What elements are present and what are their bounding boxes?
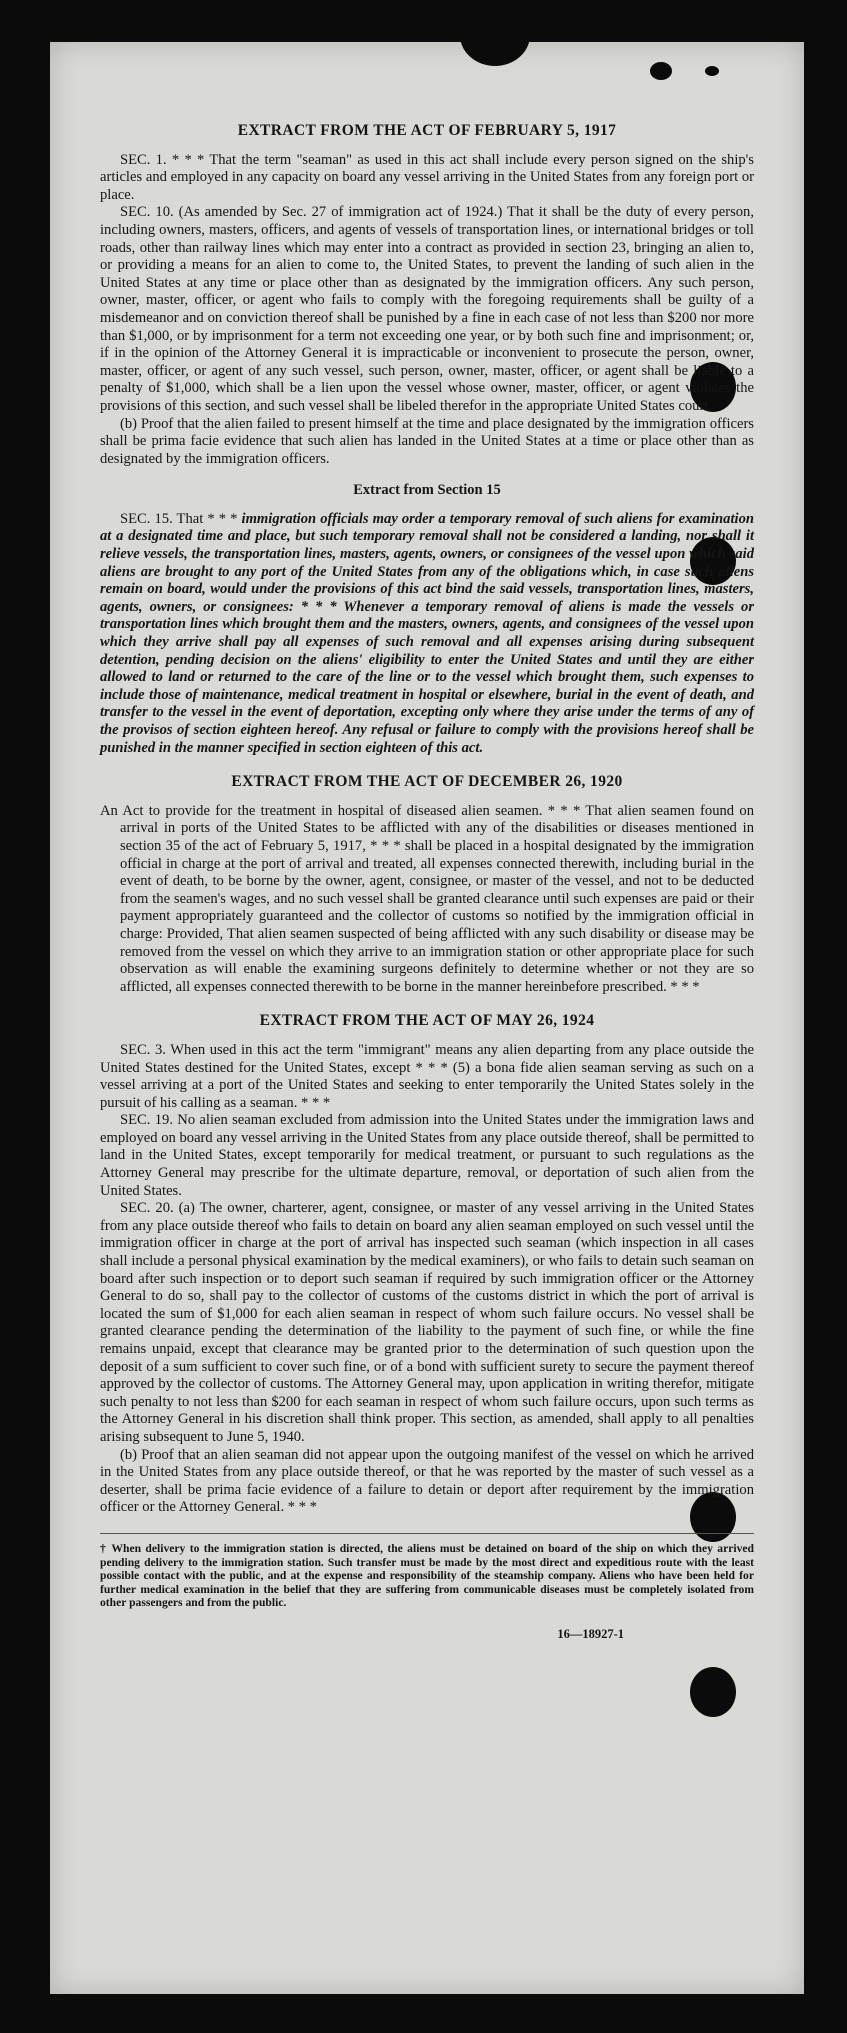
heading-act-1917: EXTRACT FROM THE ACT OF FEBRUARY 5, 1917 bbox=[237, 122, 617, 139]
sec-20a-paragraph: SEC. 20. (a) The owner, charterer, agent, consignee, or master of any vessel arriving in the United States from any place outside thereof who fails to detain on board any alien seaman employed on such vessel until the immigration officer in charge at the port of arrival has inspected such seaman (which inspection in all cases shall include a personal physical examination by the medical examiners), or who fails to detain such seaman on board after such inspection or to deport such seaman if required by such immigration officer or the Attorney General to do so, shall pay to the collector of customs of the customs district in which the port of arrival is located the sum of $1,000 for each alien seaman in respect of whom such failure occurs. No vessel shall be granted clearance pending the determination of the liability to the payment of such fine, or while the fine remains unpaid, except that clearance may be granted prior to the determination of such question upon the deposit of a sum sufficient to cover such fine, or of a bond with sufficient surety to secure the payment thereof approved by the collector of customs. The Attorney General may, upon application in writing therefor, mitigate such penalty to not less than $200 for each seaman in respect of whom such failure occurs, upon such terms as the Attorney General in his discretion shall think proper. This section, as amended, shall apply to all penalties arising subsequent to June 5, 1940. bbox=[100, 1200, 754, 1445]
heading-act-1920: EXTRACT FROM THE ACT OF DECEMBER 26, 1920 bbox=[231, 773, 623, 791]
sec-10-paragraph: SEC. 10. (As amended by Sec. 27 of immigration act of 1924.) That it shall be the duty of every person, including owners, masters, officers, and agents of vessels of transportation lines, or international bridges or toll roads, other than railway lines which may enter into a contract as provided in section 23, bringing an alien to, or providing a means for an alien to come to, the United States, to prevent the landing of such alien in the United States at any time or place other than as designated by the immigration officers. Any such person, owner, master, officer, or agent who fails to comply with the foregoing requirements shall be guilty of a misdemeanor and on conviction thereof shall be punished by a fine in each case of not less than $200 nor more than $1,000, or by imprisonment for a term not exceeding one year, or by both such fine and imprisonment; or, if in the opinion of the Attorney General it is impracticable or inconvenient to prosecute the person, owner, master, officer, or agent of any such vessel, such person, owner, master, officer, or agent shall be liable to a penalty of $1,000, which shall be a lien upon the vessel whose owner, master, officer, or agent violates the provisions of this section, and such vessel shall be libeled therefor in the appropriate United States court. bbox=[100, 204, 754, 414]
sec-15-lead: SEC. 15. That * * * bbox=[120, 510, 238, 527]
act-1920-paragraph: An Act to provide for the treatment in hospital of diseased alien seamen. * * * That alien seamen found on arrival in ports of the United States to be afflicted with any of the disabilities or diseases mentioned in section 35 of the act of February 5, 1917, * * * shall be placed in a hospital designated by the immigration official in charge at the port of arrival and treated, all expenses connected therewith, including burial in the event of death, to be borne by the owner, agent, consignee, or master of the vessel, and not to be deducted from the seamen's wages, and no such vessel shall be granted clearance until such expenses are paid or their payment appropriately guaranteed and the collector of customs so notified by the immigration official in charge: Provided, That alien seamen suspected of being afflicted with any such disability or disease may be removed from the vessel on which they arrive to an immigration station or other appropriate place for such observation as will enable the examining surgeons definitely to determine whether or not they are so afflicted, all expenses connected therewith to be borne in the manner hereinbefore prescribed. * * * bbox=[100, 802, 754, 995]
punch-hole-4 bbox=[690, 1667, 736, 1717]
heading-section-15: Extract from Section 15 bbox=[353, 482, 501, 499]
sec-15-paragraph bbox=[100, 511, 754, 757]
sec-3-paragraph: SEC. 3. When used in this act the term "immigrant" means any alien departing from any place outside the United States destined for the United States, except * * * (5) a bona fide alien seaman serving as such on a vessel arriving at a port of the United States and seeking to enter temporarily the United States solely in the pursuit of his calling as a seaman. * * * bbox=[100, 1041, 754, 1111]
sec-1-paragraph: SEC. 1. * * * That the term "seaman" as used in this act shall include every person signed on the ship's articles and employed in any capacity on board any vessel arriving in the United States from any foreign port or place. bbox=[100, 151, 754, 203]
sec-20b-paragraph: (b) Proof that an alien seaman did not appear upon the outgoing manifest of the vessel on which he arrived in the United States from any place outside thereof, or that he was reported by the master of such vessel as a deserter, shall be prima facie evidence of a failure to detain or deport after requirement by the immigration officer or the Attorney General. * * * bbox=[100, 1446, 754, 1516]
form-number: 16—18927-1 bbox=[557, 1626, 624, 1641]
torn-edge-top bbox=[460, 42, 530, 66]
document-page bbox=[50, 42, 804, 1994]
torn-speck-top-right bbox=[650, 62, 672, 80]
sec-15-body: immigration officials may order a temporary removal of such aliens for examination at a designated time and place, but such temporary removal shall not be considered a landing, nor shall it relieve vessels, the transportation lines, masters, agents, owners, or consignees of the vessel upon which said aliens are brought to any port of the United States from any of the obligations which, in case such aliens remain on board, would under the provisions of this act bind the said vessels, transportation lines, masters, agents, owners, or consignees: * * * Whenever a temporary removal of aliens is made the vessels or transportation lines which brought them and the masters, owners, agents, and consignees of the vessel upon which they arrive shall pay all expenses of such removal and all expenses arising during subsequent detention, pending decision on the aliens' eligibility to enter the United States and until they are either allowed to land or returned to the care of the line or to the vessel which brought them, such expenses to include those of maintenance, medical treatment in hospital or elsewhere, burial in the event of death, and transfer to the vessel in the event of deportation, excepting only where they arise under the terms of any of the provisos of section eighteen hereof. Any refusal or failure to comply with the provisions hereof shall be punished in the manner specified in section eighteen of this act. bbox=[100, 510, 754, 756]
torn-speck-top-right-2 bbox=[705, 66, 719, 76]
footnote-text: † When delivery to the immigration station is directed, the aliens must be detained on board of the ship on which they arrived pending delivery to the immigration station. Such transfer must be made by the most direct and expeditious route with the least possible contact with the public, and at the expense and responsibility of the steamship company. Aliens who have been held for further medical examination in the belief that they are suffering from communicable diseases must be completely isolated from other passengers and from the public. bbox=[100, 1541, 754, 1610]
sec-10b-paragraph: (b) Proof that the alien failed to present himself at the time and place designated by the immigration officers shall be prima facie evidence that such alien has landed in the United States at a time or place other than as designated by the immigration officers. bbox=[100, 415, 754, 467]
document-body bbox=[100, 122, 754, 1644]
heading-act-1924: EXTRACT FROM THE ACT OF MAY 26, 1924 bbox=[259, 1012, 595, 1030]
footnote bbox=[100, 1533, 754, 1610]
sec-19-paragraph: SEC. 19. No alien seaman excluded from admission into the United States under the immigration laws and employed on board any vessel arriving in the United States from any place outside thereof, shall be permitted to land in the United States, except temporarily for medical treatment, or pursuant to such regulations as the Attorney General may prescribe for the ultimate departure, removal, or deportation of such alien from the United States. bbox=[100, 1112, 754, 1199]
